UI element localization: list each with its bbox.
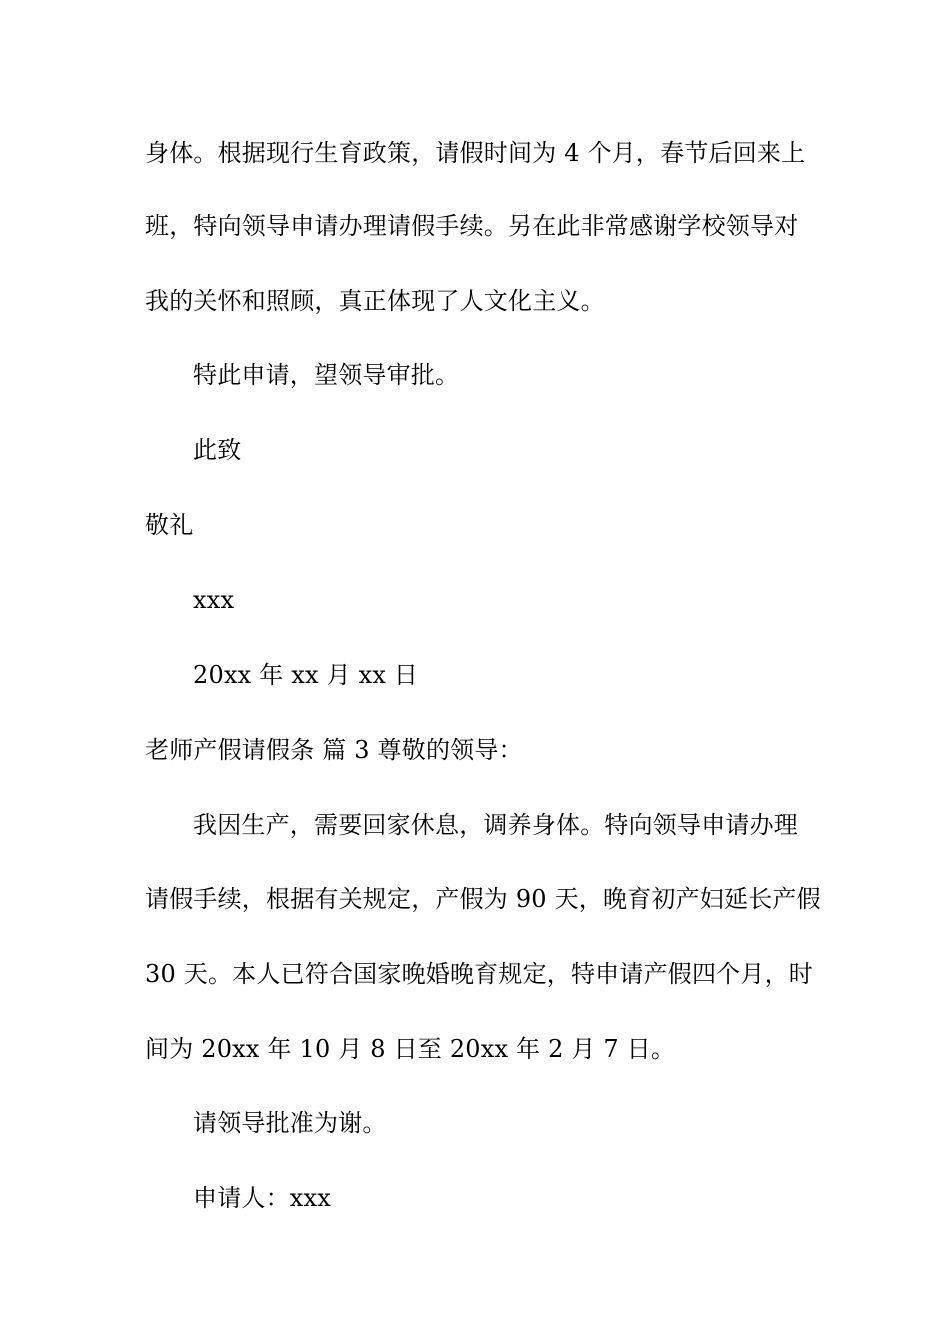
section-heading: 老师产假请假条 篇 3 尊敬的领导：: [145, 736, 523, 764]
closing-salutation: 此致: [193, 436, 242, 464]
closing-respect: 敬礼: [145, 511, 194, 539]
paragraph-line-1: 身体。根据现行生育政策，请假时间为 4 个月，春节后回来上: [145, 139, 806, 167]
paragraph-line-5: 请假手续，根据有关规定，产假为 90 天，晚育初产妇延长产假: [145, 885, 821, 913]
paragraph-line-2: 班，特向领导申请办理请假手续。另在此非常感谢学校领导对: [145, 212, 799, 240]
paragraph-line-3: 我的关怀和照顾，真正体现了人文化主义。: [145, 287, 605, 315]
request-sentence: 特此申请，望领导审批。: [193, 361, 460, 389]
paragraph-line-6: 30 天。本人已符合国家晚婚晚育规定，特申请产假四个月，时: [145, 960, 813, 988]
paragraph-line-4: 我因生产，需要回家休息，调养身体。特向领导申请办理: [193, 811, 798, 839]
approval-request: 请领导批准为谢。: [193, 1109, 387, 1137]
signature-date: 20xx 年 xx 月 xx 日: [193, 661, 419, 689]
signature-name: xxx: [193, 586, 235, 614]
applicant-line: 申请人：xxx: [193, 1184, 332, 1212]
paragraph-line-7: 间为 20xx 年 10 月 8 日至 20xx 年 2 月 7 日。: [145, 1035, 676, 1063]
